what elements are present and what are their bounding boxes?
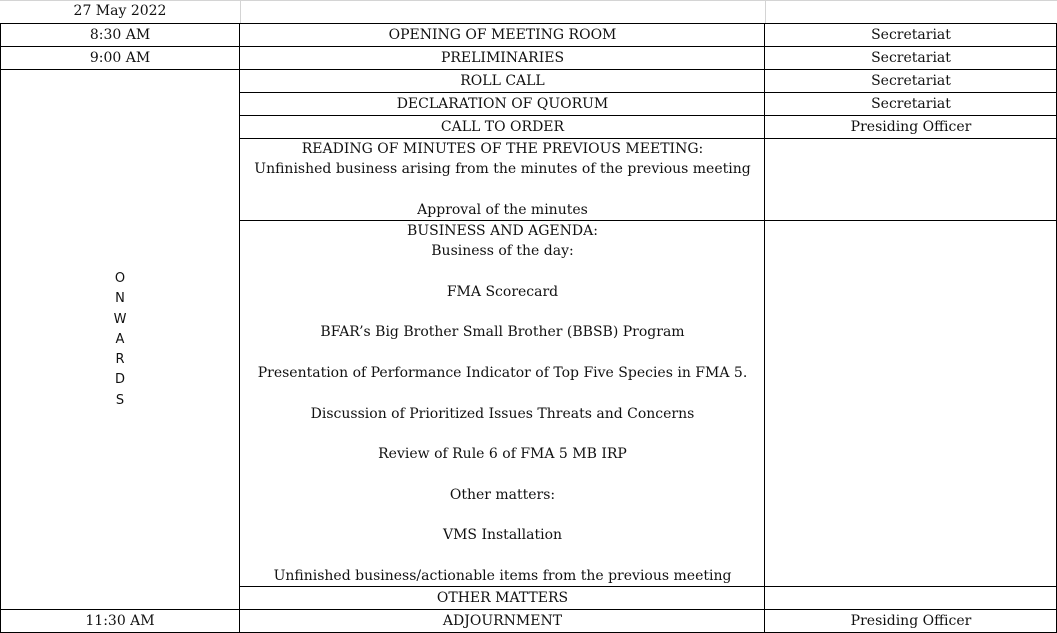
agenda-item-cell: ROLL CALL [460,73,545,89]
onwards-letter: O [114,271,126,286]
business-heading: BUSINESS AND AGENDA: [407,223,598,239]
grid-line [240,0,241,23]
agenda-row [0,47,1057,69]
agenda-row [0,610,1057,633]
minutes-line: Unfinished business arising from the minutes of the previous meeting [254,161,751,178]
agenda-item-cell: ADJOURNMENT [442,613,563,629]
responsible-cell: Secretariat [871,27,951,43]
onwards-letter: S [115,392,125,408]
grid-line [0,23,1,633]
business-line: FMA Scorecard [446,283,559,300]
header-empty-cell [765,0,1057,23]
grid-line [765,0,766,23]
responsible-cell: Secretariat [871,50,951,66]
agenda-item-cell: OPENING OF MEETING ROOM [388,27,617,43]
time-cell: 8:30 AM [89,27,151,43]
date-cell: 27 May 2022 [73,3,167,19]
minutes-line: Approval of the minutes [417,201,588,218]
business-line: VMS Installation [442,527,563,544]
agenda-item-cell: PRELIMINARIES [440,50,565,66]
business-line: Presentation of Performance Indicator of Top Five Species in FMA 5. [257,365,748,382]
business-line: Other matters: [449,486,556,503]
grid-line [239,23,240,633]
grid-line [0,69,1057,70]
grid-line [0,0,1057,1]
header-empty-cell [240,0,765,23]
grid-line [240,138,1057,139]
grid-line [0,609,1057,610]
grid-line [0,46,1057,47]
grid-line [240,115,1057,116]
onwards-letter: A [115,331,125,347]
onwards-row [0,70,1057,586]
grid-line [240,586,1057,587]
onwards-vertical-text [0,269,240,411]
responsible-cell: Secretariat [871,73,951,89]
grid-line [240,92,1057,93]
agenda-row [0,587,1057,609]
agenda-item-cell: CALL TO ORDER [440,119,565,135]
business-line: Business of the day: [431,243,574,260]
agenda-item-cell: OTHER MATTERS [436,590,569,606]
business-line: Discussion of Prioritized Issues Threats and Concerns [310,405,695,422]
onwards-cell [0,70,240,586]
grid-line [764,23,765,633]
time-cell: 9:00 AM [89,50,151,66]
business-line: Review of Rule 6 of FMA 5 MB IRP [378,446,627,463]
grid-line [0,23,1057,24]
onwards-letter: N [115,291,125,307]
responsible-cell: Secretariat [871,96,951,112]
responsible-cell: Presiding Officer [850,613,972,629]
grid-line [240,220,1057,221]
agenda-item-cell: DECLARATION OF QUORUM [396,96,609,112]
date-row [0,0,1057,23]
minutes-heading: READING OF MINUTES OF THE PREVIOUS MEETING: [301,141,704,157]
onwards-letter: W [113,311,127,327]
responsible-cell: Presiding Officer [850,119,972,135]
agenda-row [0,24,1057,46]
onwards-letter: R [115,352,125,368]
onwards-letter: D [114,372,125,388]
time-cell: 11:30 AM [85,613,155,629]
business-line: Unfinished business/actionable items from the previous meeting [273,568,732,585]
business-line: BFAR’s Big Brother Small Brother (BBSB) Program [320,324,685,341]
